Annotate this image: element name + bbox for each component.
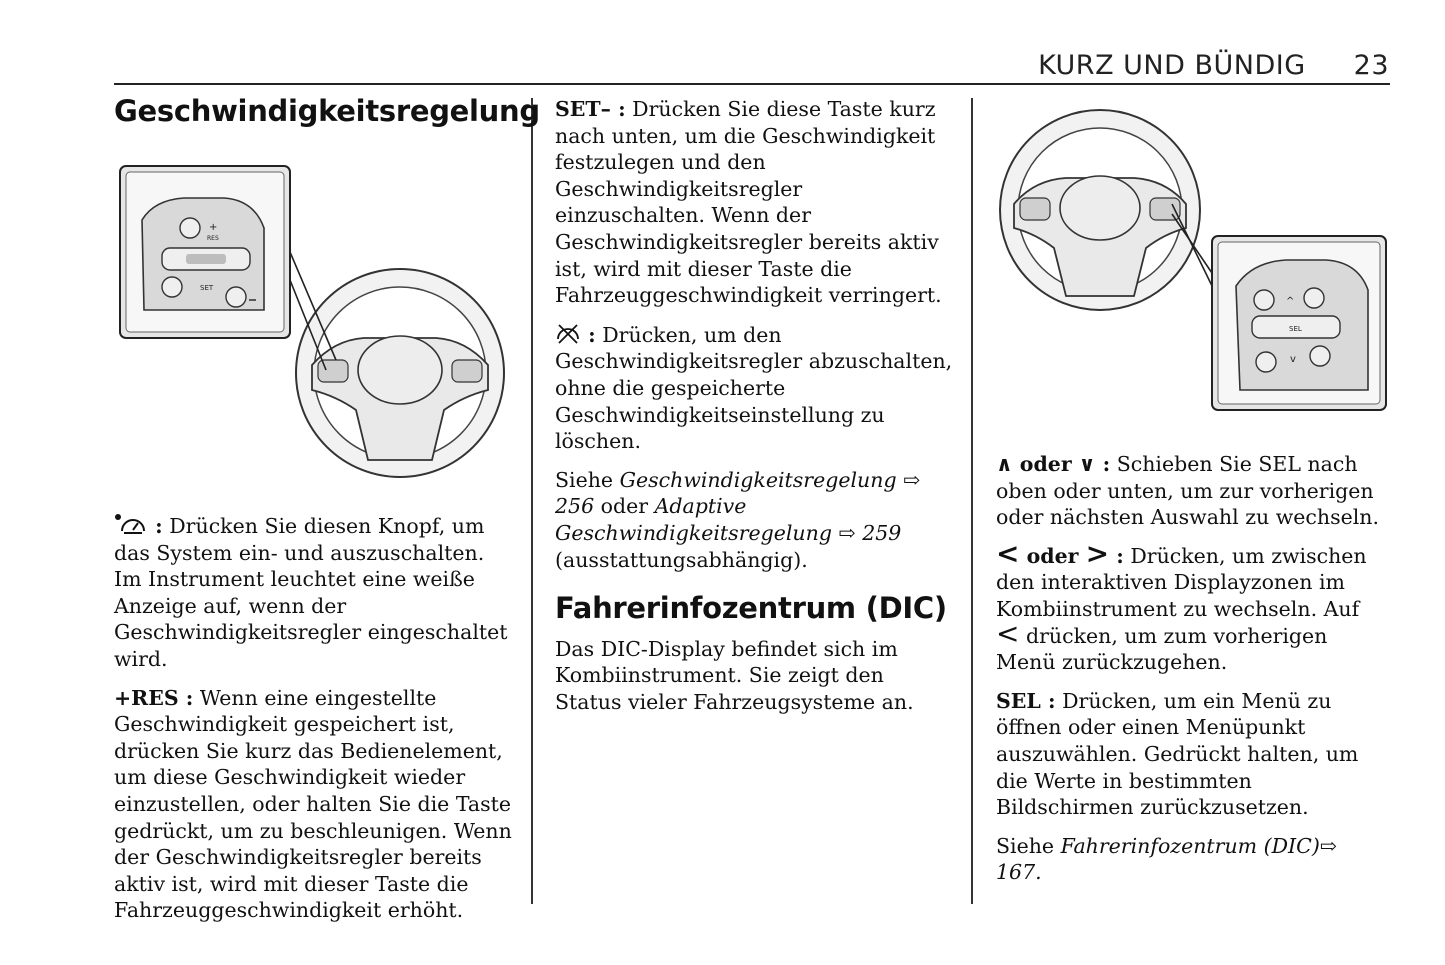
cruise-on-off-paragraph: : Drücken Sie diesen Knopf, um das System ein- und auszuschalten. Im Instrument leuchtet eine weiße Anzeige auf, wenn der Geschwindigkeitsregler eingeschaltet wird. [114,514,508,671]
steering-wheel-icon [296,269,504,477]
sel-text: Drücken, um ein Menü zu öffnen oder einen Menüpunkt auszuwählen. Gedrückt halten, um die Werte in bestimmten Bildschirmen zurückzusetzen. [996,688,1359,820]
updown-text: Schieben Sie SEL nach oben oder unten, um zur vorherigen oder nächsten Auswahl zu wechseln. [996,452,1380,530]
leftright-text-1: Drücken, um zwischen den interaktiven Displayzonen im Kombiinstrument zu wechseln. Auf [996,543,1367,621]
section-title: KURZ UND BÜNDIG [1038,50,1306,81]
cruise-on-off-icon [180,218,200,238]
left-column-text [114,513,514,936]
steering-wheel-icon [1000,110,1200,310]
sel-label: SEL [1289,325,1302,333]
see-reference-adaptive-cruise[interactable]: Adaptive Geschwindigkeitsregelung [555,494,832,545]
chevron-left-icon: < [996,536,1020,570]
chevron-left-icon: < [996,616,1020,650]
see-page-259[interactable]: 259 [862,520,902,545]
header-rule [114,83,1390,85]
right-column-text [996,451,1380,898]
figure-cruise-control-steering-wheel [114,160,514,494]
cruise-control-on-off-icon [114,513,148,537]
chevron-right-icon: > [1085,536,1110,570]
page-number: 23 [1353,50,1389,81]
see-page-167[interactable]: 167. [996,860,1042,885]
see-prefix-dic: Siehe [996,833,1055,858]
cruise-cancel-icon [555,321,581,345]
res-term: +RES : [114,685,194,710]
oder-2: oder [1026,543,1079,568]
updown-paragraph: ∧ oder ∨ : Schieben Sie SEL nach oben oder unten, um zur vorherigen oder nächsten Auswahl zu wechseln. [996,452,1380,530]
svg-text:^: ^ [1286,296,1295,307]
leftright-paragraph: < oder > : Drücken, um zwischen den interaktiven Displayzonen im Kombiinstrument zu wechseln. Auf < drücken, um zum vorherigen Menü zurückzugehen. [996,536,1367,675]
oder-1: oder [1019,452,1072,476]
section-heading-dic: Fahrerinfozentrum (DIC) [555,591,947,626]
column-divider-2 [971,98,973,904]
see-page-256[interactable]: 256 [555,494,595,519]
page-ref-arrow-icon: ⇨ [1319,833,1338,858]
see-or: oder [600,494,649,519]
svg-text:+: + [209,222,218,233]
set-term: SET– : [555,97,626,121]
see-also-paragraph [555,467,955,573]
cancel-text: Drücken, um den Geschwindigkeitsregler abzuschalten, ohne die gespeicherte Geschwindigkeitseinstellung zu löschen. [555,322,953,454]
set-label: SET [200,284,214,292]
page-ref-arrow-icon: ⇨ [903,467,921,492]
res-text: Wenn eine eingestellte Geschwindigkeit gespeichert ist, drücken Sie kurz das Bedienelement, um diese Geschwindigkeit wieder einzustellen, oder halten Sie die Taste gedrückt, um zu beschleunigen. Wenn der Geschwindigkeitsregler bereits aktiv ist, wird mit dieser Taste die Fahrzeuggeschwindigkeit erhöht. [114,685,512,923]
set-paragraph [555,96,955,309]
see-reference-dic[interactable]: Fahrerinfozentrum (DIC) [1060,833,1320,858]
caret-down-icon: ∨ [1078,452,1096,476]
set-text: Drücken Sie diese Taste kurz nach unten, um die Geschwindigkeit festzulegen und den Geschwindigkeitsregler einzuschalten. Wenn der Geschwindigkeitsregler bereits aktiv ist, wird mit dieser Taste die Fahrzeuggeschwindigkeit verringert. [555,97,942,308]
see-reference-cruise[interactable]: Geschwindigkeitsregelung [619,467,897,492]
page-ref-arrow-icon: ⇨ [838,520,856,545]
cruise-on-off-text: Drücken Sie diesen Knopf, um das System ein- und auszuschalten. Im Instrument leuchtet eine weiße Anzeige auf, wenn der Geschwindigkeitsregler eingeschaltet wird. [114,514,508,671]
svg-text:v: v [1290,354,1296,365]
figure-dic-steering-wheel [996,100,1390,416]
column-divider-1 [531,98,533,904]
see-dic-paragraph [996,833,1380,886]
caret-up-icon: ∧ [996,452,1013,476]
dic-paragraph: Das DIC-Display befindet sich im Kombiinstrument. Sie zeigt den Status vieler Fahrzeugsysteme an. [555,636,914,714]
see-suffix: (ausstattungsabhängig). [555,547,808,572]
see-prefix: Siehe [555,467,614,492]
middle-column-text [555,96,955,727]
cancel-paragraph: : Drücken, um den Geschwindigkeitsregler abzuschalten, ohne die gespeicherte Geschwindigkeitseinstellung zu löschen. [555,322,953,454]
res-label: RES [207,235,219,242]
section-heading-cruise: Geschwindigkeitsregelung [114,94,540,128]
leftright-text-2: drücken, um zum vorherigen Menü zurückzugehen. [996,623,1328,675]
running-header [1038,50,1389,81]
res-paragraph [114,685,514,924]
sel-term: SEL : [996,688,1056,713]
sel-paragraph [996,688,1380,821]
